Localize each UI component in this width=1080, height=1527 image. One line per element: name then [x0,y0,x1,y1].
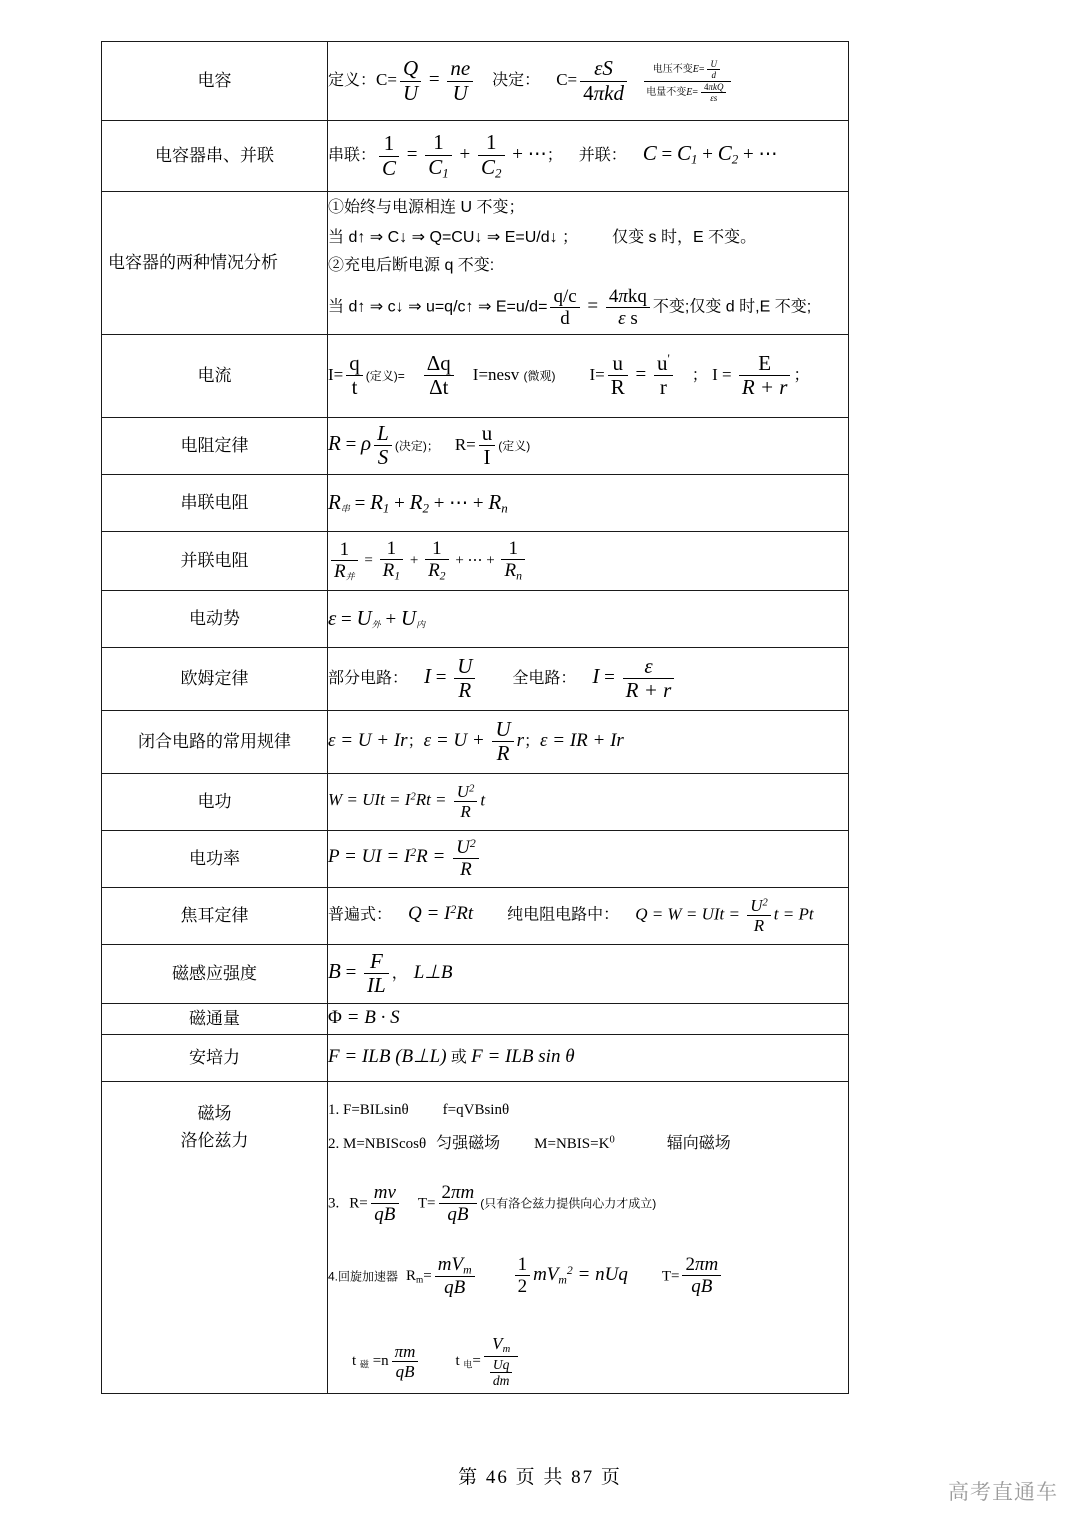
row-content-series-parallel-capacitor: 串联： $\frac{1}{C}$ = $\frac{1}{C_1}$ + $\frac{1}{C_2}$ + ⋯； 并联： $C = C_1 + C_2$ + ⋯ [328,121,849,192]
watermark-label: 高考直通车 [948,1481,1058,1504]
row-content-capacitor-two-cases [328,192,849,335]
table-row [102,887,849,944]
table-row [102,121,849,192]
row-label-capacitor-two-cases: 电容器的两种情况分析 [102,192,328,335]
row-content-magnetic-flux-density: B = $\frac{F}{IL}$ ， L⊥B [328,944,849,1003]
row-label-parallel-resistance: 并联电阻 [102,531,328,590]
row-label-electric-power: 电功率 [102,830,328,887]
table-row [102,1003,849,1034]
table-row [102,192,849,335]
table-row [102,417,849,474]
lorentz-item-1: 1. F=BILsinθ f=qVBsinθ [328,1101,510,1118]
row-content-current: I= $\frac{q}{t}$ (定义)= $\frac{\Delta q}{\Delta t}$ I=nesv (微观) I= $\frac{u}{R}$ = $\frac{u'}{r}$ ； I = $\frac{E}{R + r}$ ； [328,334,849,417]
table-row [102,531,849,590]
row-content-series-resistance: $R_串 = R_1 + R_2$ + ⋯ + $R_n$ [328,474,849,531]
lorentz-item-3: 3. R= $\frac{mv}{qB}$ T= $\frac{2\pi m}{qB}$ (只有洛仑兹力提供向心力才成立) [328,1182,657,1226]
case-line-1: ①始终与电源相连 U 不变； [328,199,525,216]
row-content-parallel-resistance: $\frac{1}{R_并}$ = $\frac{1}{R_1}$ + $\frac{1}{R_2}$ + ⋯ + $\frac{1}{R_n}$ [328,531,849,590]
row-content-electric-power: P = UI = $I^2R$ = $\frac{U^2}{R}$ [328,830,849,887]
row-label-joules-law: 焦耳定律 [102,887,328,944]
table-row [102,710,849,773]
table-row [102,42,849,121]
row-label-emf: 电动势 [102,590,328,647]
table-row [102,647,849,710]
row-content-joules-law: 普遍式： $Q = I^2Rt$ 纯电阻电路中： Q = W = UIt = $\frac{U^2}{R}$ t = Pt [328,887,849,944]
row-label-magnetic-field-lorentz [102,1081,328,1393]
row-content-closed-circuit-rules: ε = U + Ir；ε = U + $\frac{U}{R}$ r；ε = IR + Ir [328,710,849,773]
row-label-ampere-force: 安培力 [102,1034,328,1081]
capacitance-note: 电压不变E= $\frac{U}{d}$ 电量不变E= $\frac{\text{4πkQ}}{\varepsilon s}$ [644,59,731,102]
label-line-magnetic-field: 磁场 [197,1103,232,1123]
row-label-ohms-law: 欧姆定律 [102,647,328,710]
row-label-series-parallel-capacitor: 电容器串、并联 [102,121,328,192]
table-row [102,334,849,417]
row-label-capacitance: 电容 [102,42,328,121]
lorentz-item-5: t $_磁$ =n $\frac{\pi m}{qB}$ t $_电$= $\frac{V_m}{\frac{Uq}{dm}}$ [328,1334,848,1388]
row-content-emf: $\varepsilon = U_外 + U_内$ [328,590,849,647]
table-row [102,1081,849,1393]
table-row [102,1034,849,1081]
row-content-magnetic-field-lorentz [328,1081,849,1393]
row-label-resistance-law: 电阻定律 [102,417,328,474]
table-row [102,773,849,830]
table-row [102,830,849,887]
row-content-ohms-law: 部分电路： I = $\frac{U}{R}$ 全电路： I = $\frac{\varepsilon}{R + r}$ [328,647,849,710]
table-row [102,590,849,647]
page-footer: 第 46 页 共 87 页 [458,1467,622,1488]
row-label-current: 电流 [102,334,328,417]
table-row [102,944,849,1003]
label-line-lorentz-force: 洛伦兹力 [180,1130,249,1150]
case-line-3: ②充电后断电源 q 不变: [328,257,495,274]
row-content-electric-work: W = UIt = $I^2Rt$ = $\frac{U^2}{R}$ t [328,773,849,830]
row-label-magnetic-flux: 磁通量 [102,1003,328,1034]
row-content-magnetic-flux: Φ = B · S [328,1003,849,1034]
row-label-electric-work: 电功 [102,773,328,830]
case-line-4: 当 d↑ ⇒ c↓ ⇒ u=q/c↑ ⇒ E=u/d= $\frac{q/c}{d}$ = $\frac{\text{4πkq}}{\text{ε s}}$ 不变;仅变 d 时,E 不变; [328,286,812,330]
lorentz-item-2: 2. M=NBIScosθ 匀强磁场 $M=NBIS=K^0$ 辐向磁场 [328,1134,731,1153]
physics-formula-table [101,41,849,1394]
row-content-resistance-law: R = ρ $\frac{L}{S}$ (决定)； R= $\frac{u}{I}$ (定义) [328,417,849,474]
row-content-capacitance: 定义：C= $\frac{Q}{U}$ = $\frac{ne}{U}$ 决定： C= $\frac{\varepsilon S}{\text{4πkd}}$ 电压不变E= $\frac{U}{d}$ 电量不变E= $\frac{\text{4πkQ}}{\varepsilon s}$ [328,42,849,121]
row-label-magnetic-flux-density: 磁感应强度 [102,944,328,1003]
row-label-series-resistance: 串联电阻 [102,474,328,531]
row-content-ampere-force: F = ILB (B⊥L) 或 F = ILB sin θ [328,1034,849,1081]
row-label-closed-circuit-rules: 闭合电路的常用规律 [102,710,328,773]
lorentz-item-4: 4.回旋加速器 $R_m=$ $\frac{mV_m}{qB}$ $\frac{1}{2}$ $mV_m^2$ = nUq T= $\frac{2\pi m}{qB}$ [328,1254,848,1299]
table-row [102,474,849,531]
case-line-2: 当 d↑ ⇒ C↓ ⇒ Q=CU↓ ⇒ E=U/d↓ ； 仅变 s 时，E 不变。 [328,229,757,246]
